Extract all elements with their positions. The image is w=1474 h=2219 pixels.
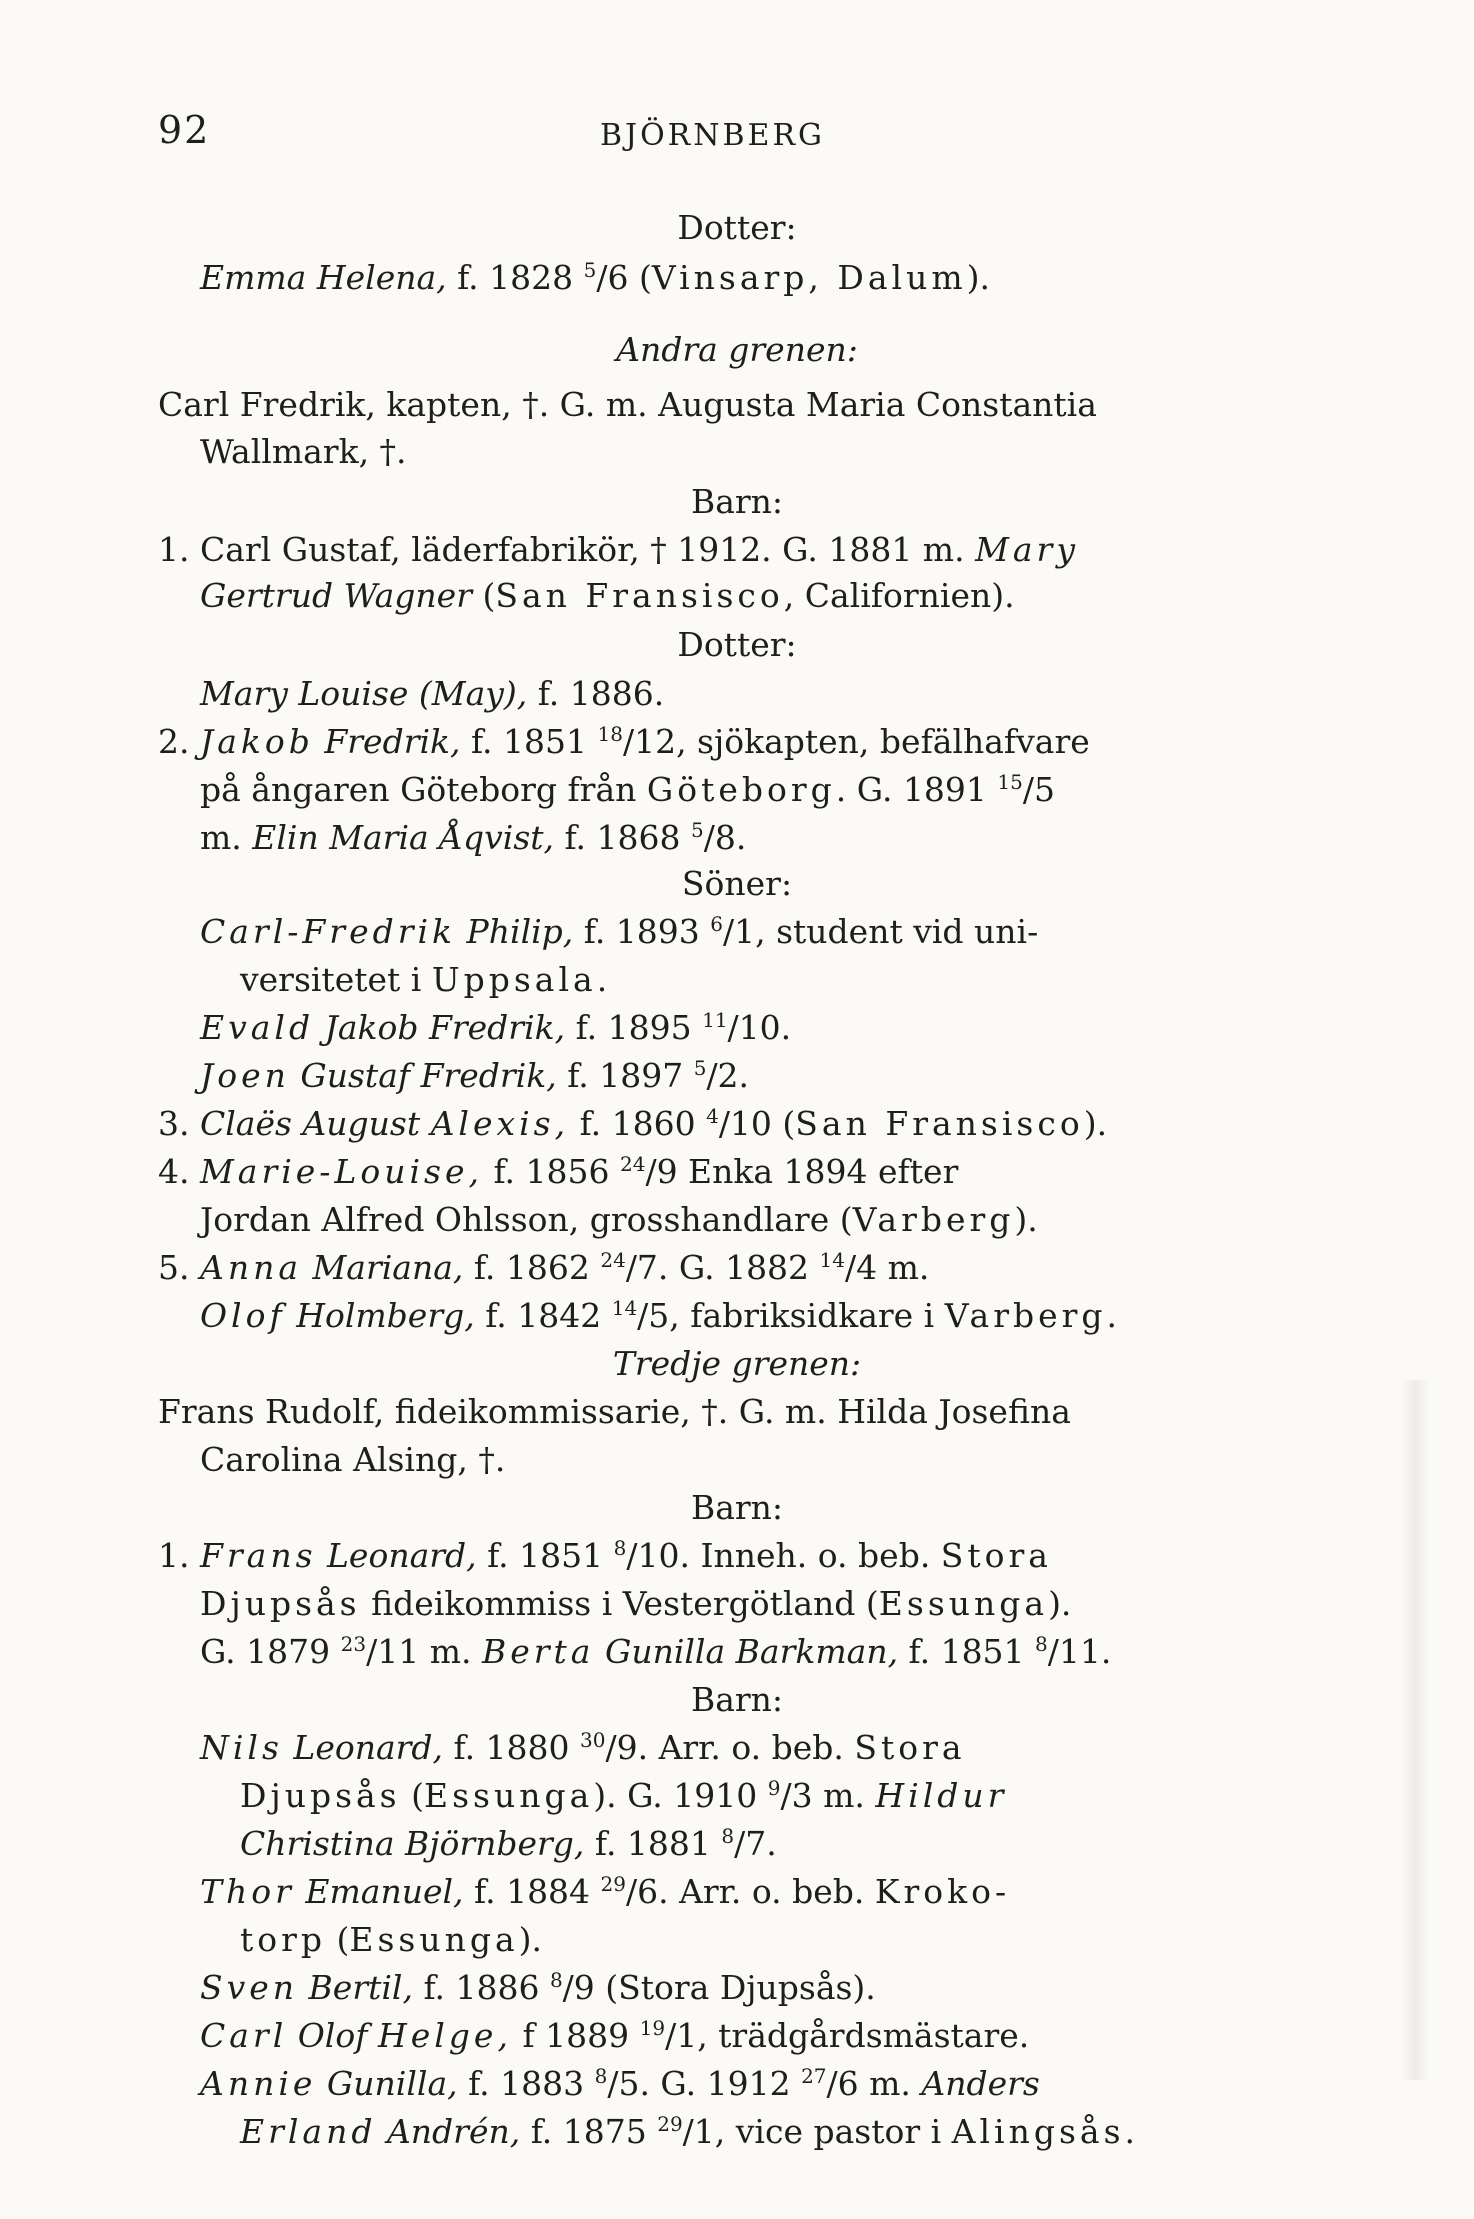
entry-line: torp (Essunga).: [240, 1920, 543, 1959]
entry-line: på ångaren Göteborg från Göteborg. G. 1891 $^{15}$/5: [200, 770, 1055, 809]
entry-line: Gertrud Wagner (San Fransisco, Californien).: [200, 576, 1015, 615]
heading-dotter: Dotter:: [677, 208, 797, 247]
entry-line: 4. Marie-Louise, f. 1856 $^{24}$/9 Enka 1894 efter: [158, 1152, 959, 1191]
entry-line: Djupsås fideikommiss i Vestergötland (Essunga).: [200, 1584, 1072, 1623]
heading-barn: Barn:: [690, 482, 784, 521]
entry-line: Carolina Alsing, †.: [200, 1440, 506, 1479]
heading-andra-grenen: Andra grenen:: [616, 330, 858, 369]
entry-line: Wallmark, †.: [200, 432, 407, 471]
entry-line: Nils Leonard, f. 1880 $^{30}$/9. Arr. o. beb. Stora: [200, 1728, 966, 1767]
entry-line: Emma Helena, f. 1828 $^5$/6 (Vinsarp, Dalum).: [200, 258, 991, 297]
entry-line: Joen Gustaf Fredrik, f. 1897 $^5$/2.: [200, 1056, 750, 1095]
entry-line: Thor Emanuel, f. 1884 $^{29}$/6. Arr. o. beb. Kroko-: [200, 1872, 1011, 1911]
running-head: BJÖRNBERG: [600, 118, 826, 153]
entry-line: Djupsås (Essunga). G. 1910 $^9$/3 m. Hildur: [240, 1776, 1008, 1815]
entry-line: Annie Gunilla, f. 1883 $^8$/5. G. 1912 $^{27}$/6 m. Anders: [200, 2064, 1040, 2103]
entry-line: 1. Frans Leonard, f. 1851 $^8$/10. Inneh. o. beb. Stora: [158, 1536, 1052, 1575]
entry-line: Erland Andrén, f. 1875 $^{29}$/1, vice pastor i Alingsås.: [240, 2112, 1136, 2151]
entry-line: Frans Rudolf, fideikommissarie, †. G. m. Hilda Josefina: [158, 1392, 1071, 1431]
heading-dotter: Dotter:: [677, 625, 797, 664]
page-number: 92: [158, 108, 211, 152]
entry-line: 3. Claës August Alexis, f. 1860 $^4$/10 (San Fransisco).: [158, 1104, 1108, 1143]
entry-line: m. Elin Maria Åqvist, f. 1868 $^5$/8.: [200, 818, 747, 857]
entry-line: Evald Jakob Fredrik, f. 1895 $^{11}$/10.: [200, 1008, 792, 1047]
heading-barn: Barn:: [690, 1680, 784, 1719]
entry-line: Olof Holmberg, f. 1842 $^{14}$/5, fabriksidkare i Varberg.: [200, 1296, 1118, 1335]
page-edge-shadow: [1400, 1380, 1430, 2080]
entry-line: Sven Bertil, f. 1886 $^8$/9 (Stora Djupsås).: [200, 1968, 876, 2007]
entry-line: Carl Fredrik, kapten, †. G. m. Augusta Maria Constantia: [158, 385, 1097, 424]
entry-line: Mary Louise (May), f. 1886.: [200, 674, 665, 713]
entry-line: G. 1879 $^{23}$/11 m. Berta Gunilla Barkman, f. 1851 $^8$/11.: [200, 1632, 1112, 1671]
entry-line: 5. Anna Mariana, f. 1862 $^{24}$/7. G. 1882 $^{14}$/4 m.: [158, 1248, 930, 1287]
entry-line: Carl Olof Helge, f 1889 $^{19}$/1, trädgårdsmästare.: [200, 2016, 1030, 2055]
heading-soner: Söner:: [681, 864, 793, 903]
entry-line: 1. Carl Gustaf, läderfabrikör, † 1912. G. 1881 m. Mary: [158, 530, 1079, 569]
entry-line: versitetet i Uppsala.: [240, 960, 608, 999]
entry-line: Christina Björnberg, f. 1881 $^8$/7.: [240, 1824, 777, 1863]
entry-line: Carl-Fredrik Philip, f. 1893 $^6$/1, student vid uni-: [200, 912, 1039, 951]
heading-barn: Barn:: [690, 1488, 784, 1527]
entry-line: Jordan Alfred Ohlsson, grosshandlare (Varberg).: [200, 1200, 1038, 1239]
heading-tredje-grenen: Tredje grenen:: [612, 1344, 862, 1383]
entry-line: 2. Jakob Fredrik, f. 1851 $^{18}$/12, sjökapten, befälhafvare: [158, 722, 1090, 761]
